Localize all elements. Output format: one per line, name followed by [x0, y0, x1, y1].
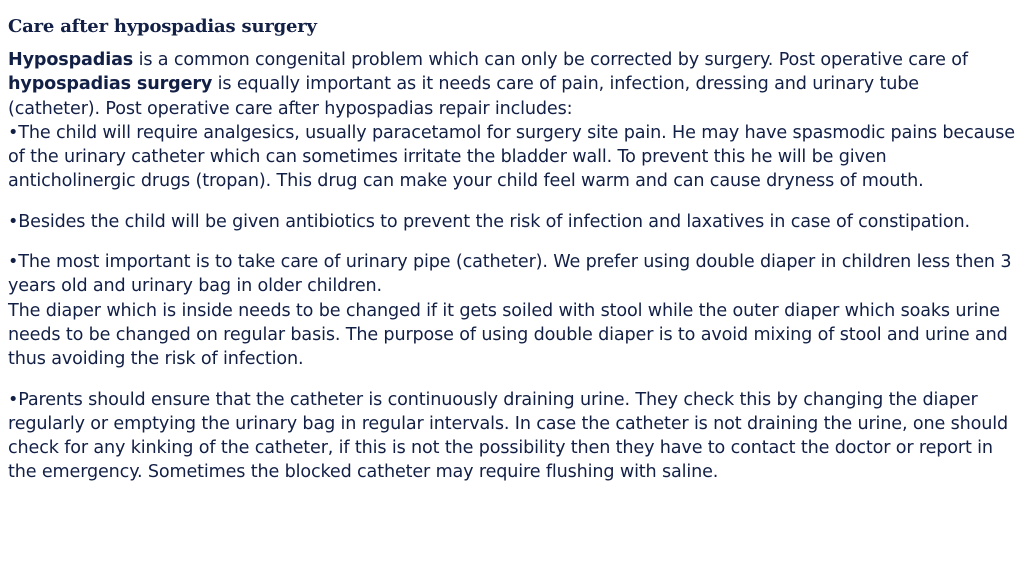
bullet-catheter-care: •The most important is to take care of urinary pipe (catheter). We prefer using double diaper in children less then 3 years old and urinary bag in older children.: [8, 252, 1012, 297]
article-title: Care after hypospadias surgery: [8, 16, 317, 37]
intro-term-hypospadias: Hypospadias: [8, 50, 134, 70]
bullet-analgesics: •The child will require analgesics, usually paracetamol for surgery site pain. He may have spasmodic pains because of the urinary catheter which can sometimes irritate the bladder wall. To prevent this he will be given anticholinergic drugs (tropan). This drug can make your child feel warm and can cause dryness of mouth.: [8, 122, 1015, 192]
catheter-care-block: [8, 250, 1016, 371]
article-body: [8, 48, 1016, 485]
bullet-catheter-drainage: •Parents should ensure that the catheter is continuously draining urine. They check this by changing the diaper regularly or emptying the urinary bag in regular intervals. In case the catheter is not draining the urine, one should check for any kinking of the catheter, if this is not the possibility then they have to contact the doctor or report in the emergency. Sometimes the blocked catheter may require flushing with saline.: [8, 389, 1008, 483]
intro-term-hypospadias-surgery: hypospadias surgery: [8, 74, 213, 95]
diaper-changing-paragraph: The diaper which is inside needs to be changed if it gets soiled with stool while the outer diaper which soaks urine needs to be changed on regular basis. The purpose of using double diaper is to avoid mixing of stool and urine and thus avoiding the risk of infection.: [8, 300, 1008, 370]
bullet-antibiotics: •Besides the child will be given antibiotics to prevent the risk of infection and laxatives in case of constipation.: [8, 211, 970, 232]
intro-text-part2: is equally important as it needs care of pain, infection, dressing and urinary tube (catheter). Post operative care after hypospadias repair includes:: [8, 74, 919, 119]
intro-paragraph: [8, 48, 1016, 121]
intro-text-part1: is a common congenital problem which can only be corrected by surgery. Post operative care of: [133, 50, 968, 70]
